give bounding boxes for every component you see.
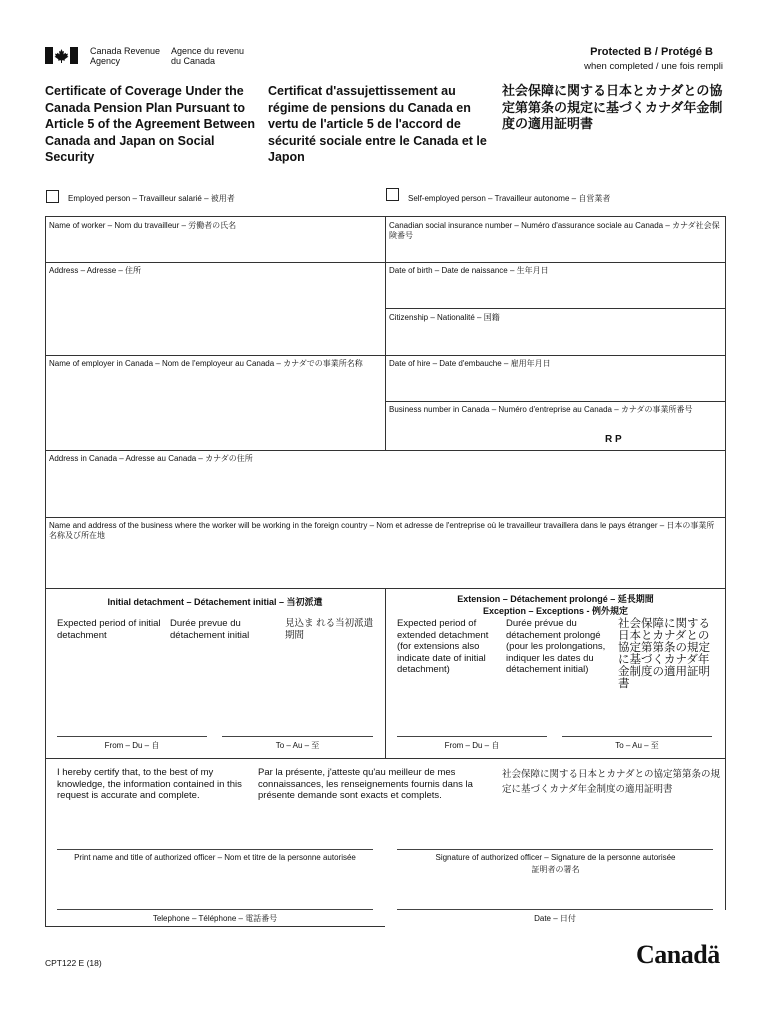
title-jp: 社会保障に関する日本とカナダとの協定第第条の規定に基づくカナダ年金制度の適用証明書 — [502, 83, 723, 131]
employed-person-checkbox[interactable] — [46, 190, 59, 203]
title-fr: Certificat d'assujettissement au régime de pensions du Canada en vertu de l'article 5 de l'accord de sécurité sociale entre le Canada et le Japon — [268, 84, 487, 164]
signature-label-jp: 証明者の署名 — [531, 865, 580, 874]
date-label: Date – 日付 — [534, 914, 576, 923]
name-of-worker-field[interactable]: Name of worker – Nom du travailleur – 労働者の氏名 — [49, 221, 237, 230]
telephone-label: Telephone – Téléphone – 電話番号 — [152, 914, 278, 923]
canada-wordmark-logo: Canadä — [636, 940, 720, 969]
date-of-birth-field[interactable]: Date of birth – Date de naissance – 生年月日 — [389, 266, 549, 275]
agency-name-en: Canada Revenue Agency — [90, 46, 161, 66]
foreign-business-field[interactable]: Name and address of the business where the worker will be working in the foreign country – Nom et adresse de l'entreprise où le travailleur travaillera dans le pays étranger – 日本の事業所名称及び所在地 — [49, 521, 715, 540]
when-completed-label: when completed / une fois rempli — [584, 61, 723, 72]
extension-heading: Extension – Détachement prolongé – 延長期間 — [457, 594, 654, 604]
address-in-canada-field[interactable]: Address in Canada – Adresse au Canada – カナダの住所 — [49, 454, 253, 463]
address-field[interactable]: Address – Adresse – 住所 — [49, 266, 142, 275]
initial-from-label: From – Du – 自 — [104, 741, 160, 750]
employer-name-field[interactable]: Name of employer in Canada – Nom de l'employeur au Canada – カナダでの事業所名称 — [49, 359, 363, 368]
ext-to-line[interactable] — [562, 736, 712, 737]
title-en: Certificate of Coverage Under the Canada Pension Plan Pursuant to Article 5 of the Agreement Between Canada and Japan on Social Security — [45, 84, 256, 164]
date-of-hire-field[interactable]: Date of hire – Date d'embauche – 雇用年月日 — [389, 359, 551, 368]
exception-heading: Exception – Exceptions - 例外規定 — [482, 606, 629, 616]
form-code: CPT122 E (18) — [45, 958, 102, 968]
canada-flag-icon — [45, 47, 78, 64]
initial-period-jp: 見込ま れる当初派遣期間 — [285, 618, 374, 641]
rp-label: R P — [605, 434, 622, 445]
initial-from-line[interactable] — [57, 736, 207, 737]
agency-name-fr: Agence du revenu du Canada — [171, 46, 245, 66]
initial-to-label: To – Au – 至 — [275, 741, 320, 750]
self-employed-label: Self-employed person – Travailleur autonome – 自営業者 — [408, 194, 611, 203]
sin-field[interactable]: Canadian social insurance number – Numéro d'assurance sociale au Canada – カナダ社会保険番号 — [389, 221, 720, 240]
certify-text-jp: 社会保障に関する日本とカナダとの協定第第条の規定に基づくカナダ年金制度の適用証明書 — [502, 769, 721, 795]
extended-period-jp: 社会保障に関する日本とカナダとの協定第第条の規定に基づくカナダ年金制度の適用証明書 — [618, 618, 710, 690]
signature-line[interactable] — [397, 849, 713, 850]
ext-to-label: To – Au – 至 — [615, 741, 659, 750]
self-employed-checkbox[interactable] — [386, 188, 399, 201]
certify-text-fr: Par la présente, j'atteste qu'au meilleur de mes connaissances, les renseignements fournis dans la présente demande sont exacts et complets. — [258, 767, 473, 801]
telephone-line[interactable] — [57, 909, 373, 910]
print-name-line[interactable] — [57, 849, 373, 850]
initial-to-line[interactable] — [222, 736, 373, 737]
ext-from-label: From – Du – 自 — [444, 741, 500, 750]
protected-b-label: Protected B / Protégé B — [590, 46, 713, 58]
employed-person-label: Employed person – Travailleur salarié – 被用者 — [68, 194, 235, 203]
print-name-label: Print name and title of authorized officer – Nom et titre de la personne autorisée — [74, 853, 356, 862]
extended-period-en: Expected period of extended detachment (for extensions also indicate date of initial detachment) — [397, 618, 489, 675]
ext-from-line[interactable] — [397, 736, 547, 737]
certify-text-en: I hereby certify that, to the best of my knowledge, the information contained in this request is accurate and complete. — [57, 767, 242, 801]
signature-label: Signature of authorized officer – Signature de la personne autorisée — [435, 853, 676, 862]
initial-detachment-heading: Initial detachment – Détachement initial – 当初派遣 — [107, 597, 323, 607]
extended-period-fr: Durée prévue du détachement prolongé (pour les prolongations, indiquer les dates du détachement initial) — [506, 618, 606, 675]
citizenship-field[interactable]: Citizenship – Nationalité – 国籍 — [389, 313, 500, 322]
initial-period-en: Expected period of initial detachment — [57, 618, 161, 641]
initial-period-fr: Durée prevue du détachement initial — [170, 618, 250, 641]
business-number-field[interactable]: Business number in Canada – Numéro d'entreprise au Canada – カナダの事業所番号 — [389, 405, 693, 414]
